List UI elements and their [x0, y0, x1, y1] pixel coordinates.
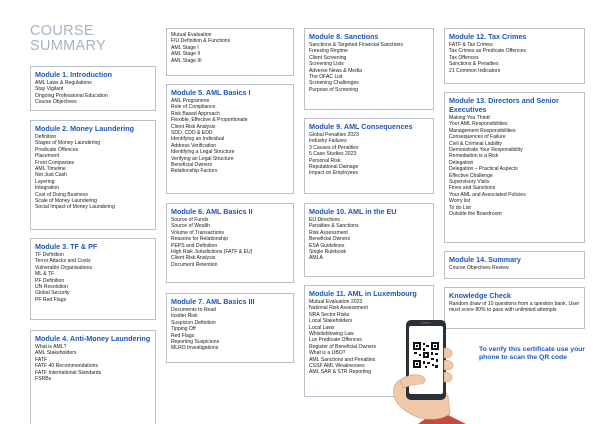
list-item: Course Objectives — [35, 99, 77, 106]
list-item: Global Security — [35, 290, 70, 297]
list-item: Cost of Doing Business — [35, 191, 88, 198]
list-item: PF Definition — [35, 277, 65, 284]
list-item: What is AML? — [35, 344, 67, 350]
module-4-box — [30, 330, 156, 424]
list-item: Screening Lists — [309, 61, 344, 68]
list-item: 5 Case Studies 2023 — [309, 151, 357, 158]
module-14-box — [444, 251, 585, 279]
list-item: Tax Offences — [449, 54, 479, 61]
list-item: Remediation is a Risk — [449, 153, 499, 160]
list-item: Delegation — [449, 159, 474, 166]
list-item: FSRBs — [35, 376, 52, 383]
list-item: Documents to Read — [171, 307, 217, 313]
module-8-list — [309, 42, 433, 93]
phone-qr-illustration — [378, 318, 478, 424]
list-item: Global Penalties 2023 — [309, 132, 359, 138]
list-item: Document Retention — [171, 261, 218, 268]
module-4-continued-box — [166, 28, 294, 76]
list-item: 21 Common Indicators — [449, 67, 501, 74]
list-item: Tax Crimes as Predicate Offences — [449, 48, 526, 55]
list-item: Reasons for Relationship — [171, 236, 228, 243]
verify-qr-text: To verify this certificate use your phone to scan the QR code — [479, 346, 586, 362]
list-item: Vulnerable Organisations — [35, 264, 93, 271]
list-item: MLRO Investigations — [171, 345, 219, 352]
list-item: Effective Challenge — [449, 172, 493, 179]
list-item: AMLA — [309, 255, 323, 262]
module-3-box — [30, 238, 156, 320]
list-item: High Risk Jurisdictions (FATF & EU) — [171, 249, 253, 256]
list-item: Beneficial Owners — [309, 236, 351, 243]
list-item: NRA Sector Risks — [309, 311, 350, 318]
list-item: FATF International Standards — [35, 369, 102, 376]
list-item: Identifying a Legal Structure — [171, 149, 235, 156]
list-item: Role of Compliance — [171, 104, 216, 111]
module-1-list — [35, 80, 155, 106]
module-1-box — [30, 66, 156, 111]
module-2-title: Module 2. Money Laundering — [35, 124, 135, 133]
list-item: Outside the Boardroom — [449, 211, 502, 218]
list-item: Not Just Cash — [35, 172, 67, 179]
list-item: ML & TF — [35, 271, 55, 278]
list-item: Social Impact of Money Laundering — [35, 204, 115, 211]
list-item: Lux Predicate Offences — [309, 337, 362, 344]
list-item: Predicate Offences — [35, 146, 79, 153]
list-item: Delegation – Practical Aspects — [449, 166, 518, 173]
list-item: AML Stage II — [171, 51, 201, 58]
list-item: ESA Guidelines — [309, 242, 345, 249]
module-1-title: Module 1. Introduction — [35, 70, 113, 79]
list-item: Mutual Evaluation 2023 — [309, 299, 363, 305]
module-4-title: Module 4. Anti-Money Laundering — [35, 334, 151, 343]
list-item: Front Companies — [35, 159, 75, 166]
list-item: Stay Vigilant — [35, 86, 64, 93]
module-9-title: Module 9. AML Consequences — [309, 122, 413, 131]
list-item: AML Stage III — [171, 57, 202, 64]
list-item: Tipping Off — [171, 326, 196, 333]
list-item: Sanctions & Targeted Financial Sanctions — [309, 42, 403, 48]
list-item: Management Responsibilities — [449, 127, 516, 134]
module-3-list — [35, 252, 155, 303]
module-5-title: Module 5. AML Basics I — [171, 88, 251, 97]
list-item: TF Definition — [35, 252, 64, 258]
module-5-box — [166, 84, 294, 194]
list-item: Integration — [35, 185, 60, 192]
list-item: Risk Based Approach — [171, 110, 220, 117]
list-item: Whistleblowing Law — [309, 331, 354, 338]
module-6-box — [166, 203, 294, 283]
knowledge-check-title: Knowledge Check — [449, 291, 511, 300]
list-item: AML Stage I — [171, 44, 199, 51]
list-item: To do List — [449, 204, 471, 211]
list-item: Civil & Criminal Liability — [449, 140, 502, 147]
list-item: Making You Think! — [449, 115, 491, 121]
list-item: CSSF AML Weaknesses — [309, 363, 365, 370]
list-item: EU Directives — [309, 217, 340, 223]
module-10-list — [309, 217, 433, 262]
list-item: Consequences of Failure — [449, 134, 506, 141]
module-8-title: Module 8. Sanctions — [309, 32, 379, 41]
list-item: AML Sanctions and Penalties — [309, 356, 376, 363]
list-item: Identifying an Individual — [171, 136, 225, 143]
module-2-list — [35, 134, 155, 211]
list-item: Insider Risk — [171, 313, 198, 320]
list-item: Adverse News & Media — [309, 67, 362, 74]
list-item: Impact on Employees — [309, 170, 358, 177]
list-item: Scale of Money Laundering — [35, 198, 98, 205]
module-11-title: Module 11. AML in Luxembourg — [309, 289, 417, 298]
module-10-title: Module 10. AML in the EU — [309, 207, 397, 216]
list-item: Suspicion Definition — [171, 319, 216, 326]
list-item: Supervisory Visits — [449, 179, 490, 186]
list-item: Register of Beneficial Owners — [309, 343, 377, 350]
module-9-box — [304, 118, 434, 194]
list-item: FATF 40 Recommendations — [35, 363, 99, 370]
list-item: Address Verification — [171, 142, 217, 149]
list-item: SDD, CDD & EDD — [171, 130, 213, 137]
list-item: FATF — [35, 356, 48, 363]
list-item: Screening Challenges — [309, 80, 359, 87]
module-6-title: Module 6. AML Basics II — [171, 207, 253, 216]
list-item: PEPS and Definition — [171, 242, 218, 249]
list-item: Industry Failures — [309, 138, 347, 145]
list-item: Local Laws — [309, 324, 335, 331]
list-item: FIU Definition & Functions — [171, 38, 231, 45]
module-13-list — [449, 115, 584, 218]
module-3-title: Module 3. TF & PF — [35, 242, 98, 251]
list-item: Your AML Responsibilities — [449, 121, 508, 128]
list-item: 3 Causes of Penalties — [309, 144, 359, 151]
list-item: Placement — [35, 153, 60, 160]
list-item: Reporting Suspicions — [171, 339, 220, 346]
list-item: What is a UBO? — [309, 350, 346, 357]
list-item: Beneficial Owners — [171, 162, 213, 169]
list-item: Volume of Transactions — [171, 229, 224, 236]
module-14-title: Module 14. Summary — [449, 255, 521, 264]
module-6-list — [171, 217, 293, 268]
list-item: Risk Assessment — [309, 229, 348, 236]
module-9-list — [309, 132, 433, 177]
list-item: Sanctions & Penalties — [449, 61, 499, 68]
module-8-box — [304, 28, 434, 110]
phone-hand-icon — [378, 318, 478, 424]
list-item: Stages of Money Laundering — [35, 140, 101, 147]
module-14-list — [449, 265, 584, 271]
list-item: Client Screening — [309, 54, 347, 61]
list-item: Ongoing Professional Education — [35, 92, 108, 99]
list-item: The OFAC List — [309, 74, 343, 81]
module-7-list — [171, 307, 293, 352]
list-item: Fines and Sanctions — [449, 185, 496, 192]
list-item: Relationship Factors — [171, 168, 218, 175]
list-item: Flexible, Effective & Proportionate — [171, 117, 248, 124]
list-item: PF Red Flags — [35, 296, 67, 303]
module-12-list — [449, 42, 584, 74]
list-item: Mutual Evaluation — [171, 32, 212, 38]
list-item: AML SAR & STR Reporting — [309, 369, 372, 376]
list-item: AML Stakeholders — [35, 350, 77, 357]
module-12-title: Module 12. Tax Crimes — [449, 32, 527, 41]
module-13-title: Module 13. Directors and Senior Executives — [449, 96, 559, 114]
list-item: FATF & Tax Crimes — [449, 42, 493, 48]
module-4-continued-list — [171, 32, 293, 64]
module-5-list — [171, 98, 293, 175]
list-item: Penalties & Sanctions — [309, 223, 359, 230]
module-13-box — [444, 92, 585, 243]
list-item: Client Risk Analysis — [171, 123, 216, 130]
module-7-box — [166, 293, 294, 363]
list-item: Terror Attacks and Costs — [35, 258, 91, 265]
list-item: AML Programme — [171, 98, 210, 104]
list-item: Purpose of Screening — [309, 86, 358, 93]
list-item: UN Resolution — [35, 284, 68, 291]
list-item: AML Laws & Regulations — [35, 80, 92, 86]
list-item: Client Risk Analysis — [171, 255, 216, 262]
list-item: Definition — [35, 134, 57, 140]
list-item: Local Stakeholders — [309, 318, 353, 325]
module-7-title: Module 7. AML Basics III — [171, 297, 255, 306]
list-item: Demonstrate Your Responsibility — [449, 147, 523, 154]
list-item: Red Flags — [171, 332, 195, 339]
list-item: Verifying an Legal Structure — [171, 155, 234, 162]
list-item: Reputational Damage — [309, 164, 359, 171]
list-item: Your AML and Associated Policies — [449, 191, 526, 198]
list-item: Source of Funds — [171, 217, 209, 223]
list-item: AML Timeline — [35, 166, 66, 173]
list-item: National Risk Assessment — [309, 305, 368, 312]
module-4-list — [35, 344, 155, 382]
list-item: Personal Risk — [309, 157, 341, 164]
list-item: Single Rulebook — [309, 249, 347, 256]
list-item: Layering — [35, 178, 55, 185]
list-item: Source of Wealth — [171, 223, 210, 230]
list-item: Worry list — [449, 198, 471, 205]
page-title: COURSE SUMMARY — [30, 23, 106, 54]
module-12-box — [444, 28, 585, 84]
module-2-box — [30, 120, 156, 230]
list-item: Course Objectives Review — [449, 265, 509, 271]
list-item: Freezing Regime — [309, 48, 348, 55]
knowledge-check-text: Random draw of 10 questions from a question bank. User must score 80% to pass with unlimited attempts — [449, 301, 580, 314]
module-10-box — [304, 203, 434, 277]
